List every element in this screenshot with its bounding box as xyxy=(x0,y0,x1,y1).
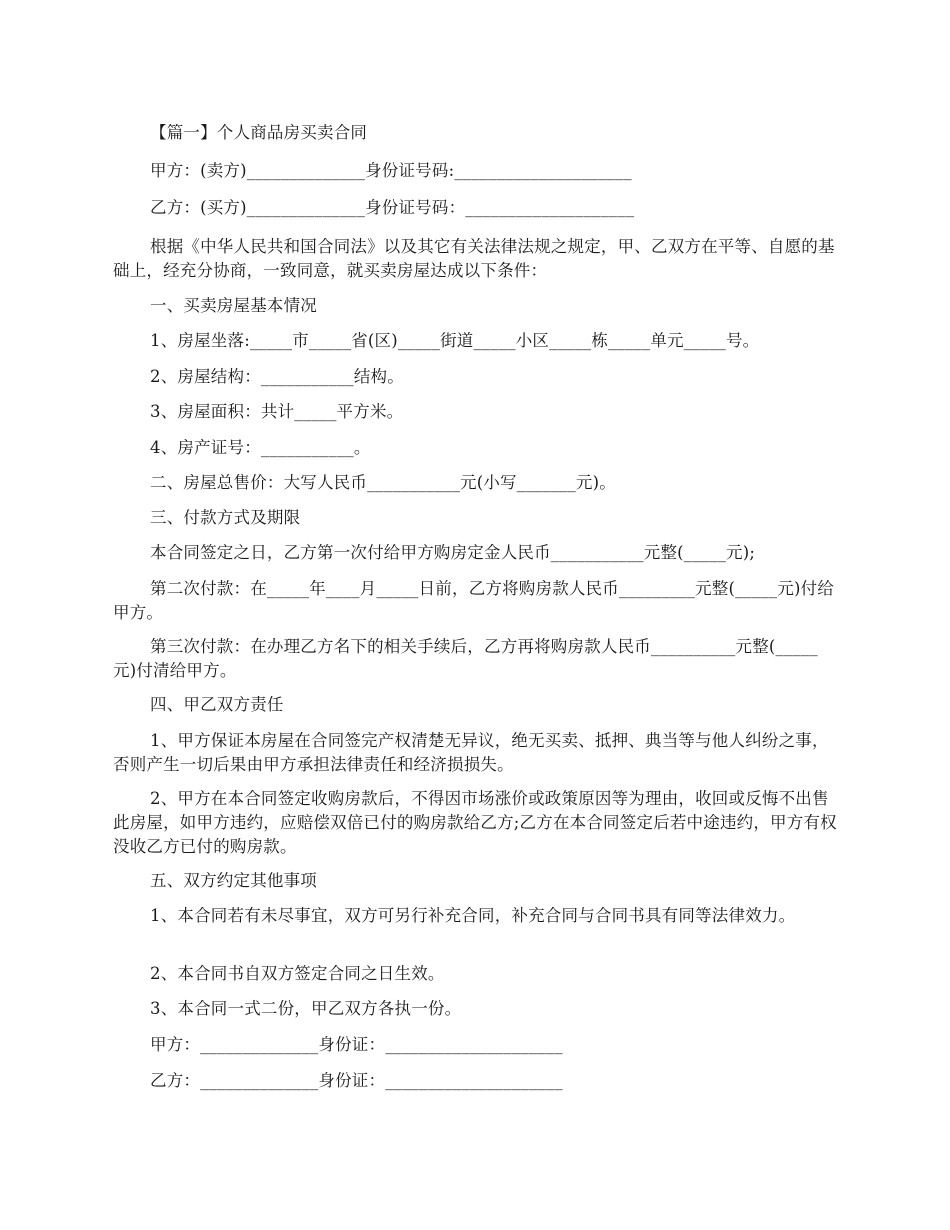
party-b-line: 乙方：(买方)______________身份证号码：____________________ xyxy=(150,198,635,217)
section-3-item-2: 第二次付款：在_____年____月_____日前，乙方将购房款人民币_________元整(_____元)付给甲方。 xyxy=(113,579,835,622)
signature-party-b: 乙方：______________身份证：_____________________ xyxy=(150,1071,563,1090)
section-1-heading: 一、买卖房屋基本情况 xyxy=(150,296,317,315)
section-4-item-2: 2、甲方在本合同签定收购房款后，不得因市场涨价或政策原因等为理由，收回或反悔不出售此房屋，如甲方违约，应赔偿双倍已付的购房款给乙方;乙方在本合同签定后若中途违约，甲方有权没收乙方已付的购房款。 xyxy=(113,789,837,856)
section-5-heading: 五、双方约定其他事项 xyxy=(150,871,317,890)
section-5-item-3: 3、本合同一式二份，甲乙双方各执一份。 xyxy=(150,999,462,1018)
section-3-heading: 三、付款方式及期限 xyxy=(150,508,301,527)
intro-paragraph: 根据《中华人民共和国合同法》以及其它有关法律法规之规定，甲、乙双方在平等、自愿的基础上，经充分协商，一致同意，就买卖房屋达成以下条件： xyxy=(113,237,835,280)
document-title: 【篇一】个人商品房买卖合同 xyxy=(150,123,368,142)
party-a-line: 甲方：(卖方)______________身份证号码:_____________________ xyxy=(150,161,632,180)
signature-party-a: 甲方：______________身份证：_____________________ xyxy=(150,1035,563,1054)
section-5-item-2: 2、本合同书自双方签定合同之日生效。 xyxy=(150,964,445,983)
section-5-item-1: 1、本合同若有未尽事宜，双方可另行补充合同，补充合同与合同书具有同等法律效力。 xyxy=(150,906,796,925)
section-3-item-1: 本合同签定之日，乙方第一次付给甲方购房定金人民币___________元整(_____元); xyxy=(150,543,756,562)
section-3-item-3: 第三次付款：在办理乙方名下的相关手续后，乙方再将购房款人民币__________元整(_____元)付清给甲方。 xyxy=(113,637,818,680)
section-2-heading: 二、房屋总售价：大写人民币___________元(小写_______元)。 xyxy=(150,473,616,492)
section-1-item-4: 4、房产证号：___________。 xyxy=(150,438,371,457)
section-1-item-2: 2、房屋结构：___________结构。 xyxy=(150,367,404,386)
section-4-heading: 四、甲乙双方责任 xyxy=(150,695,284,714)
section-1-item-3: 3、房屋面积：共计_____平方米。 xyxy=(150,402,404,421)
section-1-item-1: 1、房屋坐落:_____市_____省(区)_____街道_____小区_____栋_____单元_____号。 xyxy=(150,331,760,350)
section-4-item-1: 1、甲方保证本房屋在合同签完产权清楚无异议，绝无买卖、抵押、典当等与他人纠纷之事，否则产生一切后果由甲方承担法律责任和经济损损失。 xyxy=(113,731,829,774)
